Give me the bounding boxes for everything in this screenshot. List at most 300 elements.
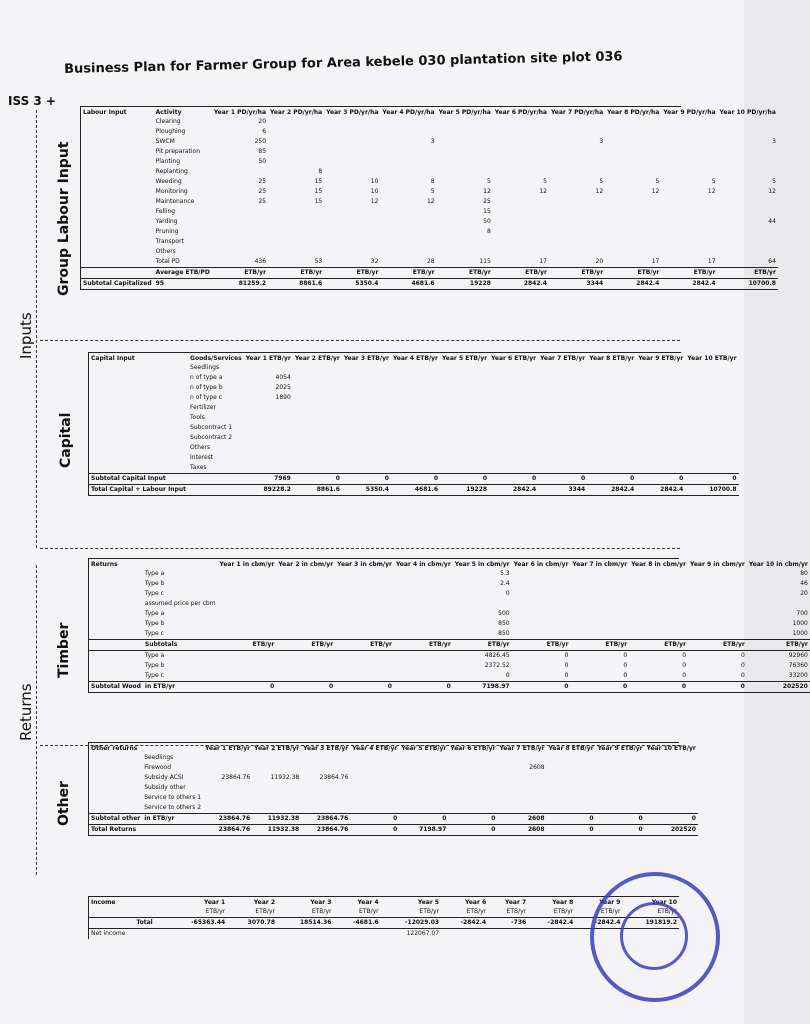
table-cell: 5350.4: [324, 279, 380, 290]
table-cell: [453, 599, 512, 609]
table-cell: 0: [564, 662, 569, 669]
table-cell: [350, 753, 399, 763]
table-cell: 12: [370, 198, 379, 205]
table-cell: [718, 167, 778, 177]
table-cell: 7198.97: [453, 682, 512, 693]
table-cell: [570, 589, 629, 599]
table-cell: [89, 907, 134, 918]
table-cell: 10700.8: [685, 485, 738, 496]
table-cell: 3: [599, 138, 604, 145]
table-cell: [350, 803, 399, 814]
table-cell: [497, 793, 546, 803]
table-cell: 0: [342, 474, 391, 485]
table-cell: Service to others 1: [144, 794, 202, 801]
table-cell: [437, 127, 493, 137]
table-row: [81, 257, 778, 268]
table-cell: Year 3 ETB/yr: [343, 354, 389, 362]
table-cell: [570, 599, 629, 609]
table-cell: 15: [483, 208, 491, 215]
table-cell: ETB/yr: [553, 908, 574, 915]
table-cell: 202520: [747, 682, 810, 693]
table-cell: [493, 217, 549, 227]
table-cell: [645, 753, 698, 763]
table-cell: Year 9 PD/yr/ha: [663, 108, 716, 116]
table-cell: [688, 629, 747, 640]
table-cell: [688, 579, 747, 589]
table-cell: [394, 619, 453, 629]
table-cell: [391, 383, 440, 393]
table-cell: [203, 793, 252, 803]
table-cell: 2842.4: [587, 485, 636, 496]
table-cell: [244, 443, 293, 453]
table-cell: [718, 237, 778, 247]
table-cell: [688, 589, 747, 599]
table-cell: [244, 363, 293, 373]
table-cell: [636, 433, 685, 443]
table-cell: 3344: [538, 485, 587, 496]
table-cell: [636, 453, 685, 463]
table-cell: 2608: [497, 814, 546, 825]
table-cell: [493, 237, 549, 247]
table-cell: [324, 167, 380, 177]
table-cell: [394, 651, 453, 662]
table-cell: Subcontract 1: [190, 424, 233, 431]
table-cell: Transport: [155, 238, 184, 245]
table-cell: 0: [350, 814, 399, 825]
table-cell: [218, 609, 277, 619]
table-cell: 18514.36: [277, 918, 333, 929]
timber-label: Timber: [56, 622, 72, 678]
table-cell: [549, 197, 605, 207]
labour-table: [81, 107, 778, 290]
table-cell: 2608: [529, 764, 545, 771]
table-cell: 19228: [440, 485, 489, 496]
table-cell: 191819.2: [622, 918, 679, 929]
table-cell: [134, 907, 166, 918]
table-cell: [489, 453, 538, 463]
table-cell: Year 5 in cbm/yr: [454, 560, 510, 568]
table-cell: [394, 609, 453, 619]
table-cell: [212, 247, 268, 257]
table-cell: [89, 433, 188, 443]
table-cell: Year 4 ETB/yr: [392, 354, 439, 362]
table-cell: [661, 197, 717, 207]
table-cell: [391, 373, 440, 383]
table-cell: [448, 793, 497, 803]
table-cell: [538, 393, 587, 403]
table-cell: [629, 589, 688, 599]
table-cell: [301, 753, 350, 763]
table-cell: [636, 463, 685, 474]
table-cell: [335, 609, 394, 619]
table-cell: 3: [772, 138, 776, 145]
table-cell: [276, 651, 335, 662]
table-cell: Taxes: [190, 464, 207, 471]
table-cell: 0: [587, 474, 636, 485]
table-cell: [448, 783, 497, 793]
table-cell: Year 7: [505, 898, 527, 906]
table-cell: 23864.76: [301, 814, 350, 825]
table-cell: Year 10 PD/yr/ha: [719, 108, 776, 116]
table-cell: 1890: [275, 394, 291, 401]
table-cell: Capital Input: [91, 354, 135, 362]
table-cell: Year 3: [310, 898, 332, 906]
table-cell: [605, 137, 661, 147]
table-cell: ETB/yr: [549, 268, 605, 279]
table-cell: [380, 117, 436, 127]
header-row: [89, 559, 810, 569]
table-cell: 0: [564, 672, 569, 679]
table-cell: Year 3 in cbm/yr: [337, 560, 392, 568]
table-cell: [218, 589, 277, 599]
table-cell: 12: [707, 188, 716, 195]
table-cell: ETB/yr: [380, 268, 436, 279]
table-cell: Weeding: [155, 178, 182, 185]
table-cell: 5: [430, 188, 435, 195]
table-row: [81, 177, 778, 187]
table-cell: Year 2 PD/yr/ha: [270, 108, 323, 116]
table-cell: [335, 569, 394, 579]
table-cell: Clearing: [155, 118, 181, 125]
table-cell: [661, 237, 717, 247]
table-cell: 115: [479, 258, 491, 265]
table-cell: [252, 783, 301, 793]
table-cell: [587, 383, 636, 393]
table-cell: [342, 403, 391, 413]
table-cell: [324, 147, 380, 157]
table-cell: 23864.76: [301, 825, 350, 836]
table-row: [89, 423, 739, 433]
table-cell: Ploughing: [155, 128, 186, 135]
table-cell: [538, 423, 587, 433]
table-row: [81, 227, 778, 237]
table-cell: Year 1: [204, 898, 226, 906]
table-cell: [380, 207, 436, 217]
table-cell: [89, 651, 143, 662]
table-cell: Total: [134, 918, 166, 929]
table-cell: [605, 147, 661, 157]
table-cell: 0: [391, 474, 440, 485]
table-cell: [440, 363, 489, 373]
table-cell: Seedlings: [144, 754, 174, 761]
table-cell: [489, 373, 538, 383]
table-cell: [538, 363, 587, 373]
table-cell: ETB/yr: [747, 640, 810, 651]
table-cell: 2.4: [500, 580, 510, 587]
table-cell: 15: [314, 188, 323, 195]
table-cell: [293, 363, 342, 373]
table-cell: [718, 147, 778, 157]
table-cell: [342, 443, 391, 453]
table-cell: [493, 197, 549, 207]
table-cell: 5: [543, 178, 547, 185]
table-cell: 2842.4: [636, 485, 685, 496]
table-cell: [538, 413, 587, 423]
table-cell: [276, 661, 335, 671]
table-cell: [747, 599, 810, 609]
table-cell: [218, 579, 277, 589]
table-cell: 0: [596, 814, 645, 825]
table-cell: Year 6 PD/yr/ha: [494, 108, 547, 116]
table-row: [89, 373, 739, 383]
table-cell: Year 2 in cbm/yr: [278, 560, 334, 568]
table-cell: 5: [655, 178, 660, 185]
table-cell: [203, 783, 252, 793]
table-cell: [512, 589, 571, 599]
table-cell: [718, 207, 778, 217]
table-cell: [89, 803, 142, 814]
table-cell: Replanting: [155, 168, 188, 175]
table-cell: Year 2: [253, 898, 275, 906]
table-cell: [301, 793, 350, 803]
capital-section: [88, 352, 737, 496]
table-cell: 33200: [788, 672, 808, 679]
table-row: [89, 443, 739, 453]
table-cell: [489, 443, 538, 453]
table-cell: Type a: [144, 652, 165, 659]
table-cell: [89, 373, 188, 383]
table-cell: 0: [335, 682, 394, 693]
returns-bracket: [36, 565, 37, 875]
table-cell: in ETB/yr: [142, 814, 203, 825]
table-cell: 50: [483, 218, 491, 225]
table-cell: ETB/yr: [359, 908, 379, 915]
table-cell: [493, 127, 549, 137]
table-cell: [549, 247, 605, 257]
table-cell: [335, 671, 394, 682]
document-title: Business Plan for Farmer Group for Area kebele 030 plantation site plot 036: [64, 49, 623, 77]
table-cell: 2025: [275, 384, 291, 391]
returns-label: Returns: [17, 683, 35, 741]
table-cell: 0: [741, 672, 745, 679]
table-cell: 5: [711, 178, 716, 185]
table-cell: Year 10 ETB/yr: [646, 744, 696, 752]
table-cell: [587, 433, 636, 443]
table-cell: [489, 403, 538, 413]
table-row: [89, 463, 739, 474]
table-cell: [688, 619, 747, 629]
header-row: [89, 743, 698, 753]
table-cell: [244, 463, 293, 474]
table-cell: ETB/yr: [437, 268, 493, 279]
table-cell: 0: [570, 682, 629, 693]
table-cell: [489, 383, 538, 393]
table-cell: [293, 393, 342, 403]
table-cell: [134, 897, 166, 907]
table-cell: [268, 227, 324, 237]
table-cell: 0: [596, 825, 645, 836]
table-cell: [685, 373, 738, 383]
table-cell: [587, 453, 636, 463]
table-cell: Year 3 ETB/yr: [303, 744, 349, 752]
table-cell: in ETB/yr: [143, 682, 218, 693]
table-cell: Labour Input: [83, 108, 127, 116]
table-cell: [718, 227, 778, 237]
table-cell: 0: [489, 474, 538, 485]
table-cell: ETB/yr: [661, 268, 717, 279]
table-cell: [549, 117, 605, 127]
table-cell: [268, 237, 324, 247]
table-cell: [142, 743, 203, 753]
table-cell: [244, 423, 293, 433]
table-cell: 2842.4: [493, 279, 549, 290]
table-cell: ETB/yr: [657, 908, 677, 915]
table-cell: [212, 167, 268, 177]
table-cell: [605, 247, 661, 257]
table-cell: [596, 793, 645, 803]
table-cell: [547, 803, 596, 814]
table-cell: [342, 393, 391, 403]
table-cell: [244, 403, 293, 413]
table-cell: [437, 117, 493, 127]
table-cell: [81, 177, 154, 187]
table-cell: [549, 227, 605, 237]
table-cell: 23864.76: [203, 825, 252, 836]
table-cell: Year 1 PD/yr/ha: [213, 108, 267, 116]
table-cell: Year 6 ETB/yr: [450, 744, 496, 752]
other-table: [89, 743, 698, 836]
table-cell: [212, 207, 268, 217]
table-cell: Other returns: [91, 744, 138, 752]
table-cell: [81, 217, 154, 227]
table-cell: [437, 237, 493, 247]
table-cell: [629, 609, 688, 619]
table-cell: [440, 393, 489, 403]
table-cell: [493, 227, 549, 237]
table-cell: [596, 773, 645, 783]
table-cell: 5: [486, 178, 491, 185]
table-cell: [81, 147, 154, 157]
table-cell: [549, 207, 605, 217]
table-cell: Subtotals: [143, 640, 218, 651]
table-cell: [391, 463, 440, 474]
table-cell: ETB/yr: [255, 908, 275, 915]
table-cell: [605, 217, 661, 227]
table-cell: [81, 167, 154, 177]
table-cell: ETB/yr: [718, 268, 778, 279]
table-cell: [587, 443, 636, 453]
table-cell: [252, 753, 301, 763]
table-cell: [538, 453, 587, 463]
table-cell: Year 9 ETB/yr: [638, 354, 684, 362]
table-cell: [549, 217, 605, 227]
header-row: [89, 353, 739, 363]
table-cell: [81, 197, 154, 207]
table-cell: [661, 167, 717, 177]
table-cell: [394, 589, 453, 599]
table-cell: ETB/yr: [466, 908, 487, 915]
table-cell: [218, 651, 277, 662]
table-cell: [661, 127, 717, 137]
table-cell: ETB/yr: [506, 908, 527, 915]
table-cell: [661, 117, 717, 127]
table-cell: 5.3: [500, 570, 510, 577]
table-cell: 3344: [549, 279, 605, 290]
table-cell: [440, 423, 489, 433]
table-cell: [685, 413, 738, 423]
table-cell: [293, 443, 342, 453]
table-cell: [587, 363, 636, 373]
table-cell: 20: [258, 118, 267, 125]
table-cell: 19228: [437, 279, 493, 290]
table-cell: [380, 217, 436, 227]
table-cell: Subtotal Capitalized: [81, 279, 154, 290]
labour-section: [80, 106, 776, 290]
table-cell: Monitoring: [155, 188, 188, 195]
table-row: [81, 237, 778, 247]
table-cell: [391, 393, 440, 403]
table-cell: [203, 763, 252, 773]
table-cell: [538, 403, 587, 413]
table-cell: Service to others 2: [144, 804, 202, 811]
table-cell: [493, 117, 549, 127]
table-cell: [437, 157, 493, 167]
table-cell: ETB/yr: [605, 268, 661, 279]
table-cell: [605, 157, 661, 167]
table-cell: 0: [629, 682, 688, 693]
table-cell: [629, 619, 688, 629]
table-cell: [547, 783, 596, 793]
table-cell: [685, 393, 738, 403]
table-cell: [218, 629, 277, 640]
table-row: [81, 187, 778, 197]
table-cell: [394, 579, 453, 589]
table-cell: [570, 569, 629, 579]
table-cell: Year 5: [417, 898, 440, 906]
table-cell: [203, 803, 252, 814]
table-cell: [497, 753, 546, 763]
table-cell: 25: [258, 198, 267, 205]
table-cell: Year 9: [599, 898, 621, 906]
table-cell: Year 1 ETB/yr: [205, 744, 251, 752]
table-cell: Year 4 PD/yr/ha: [382, 108, 435, 116]
table-cell: [538, 463, 587, 474]
table-cell: [688, 569, 747, 579]
table-cell: 12: [768, 188, 776, 195]
table-cell: 25: [483, 198, 491, 205]
table-cell: [489, 363, 538, 373]
other-section: [88, 742, 696, 836]
timber-table: [89, 559, 810, 693]
table-cell: 0: [547, 814, 596, 825]
table-cell: Interest: [190, 454, 214, 461]
table-cell: 0: [688, 682, 747, 693]
table-row: [89, 803, 698, 814]
table-cell: [391, 363, 440, 373]
table-cell: [244, 453, 293, 463]
table-cell: [380, 237, 436, 247]
table-cell: [276, 589, 335, 599]
table-cell: [489, 423, 538, 433]
table-row: [89, 671, 810, 682]
table-cell: 0: [682, 662, 687, 669]
table-cell: 2842.4: [661, 279, 717, 290]
subtotal-row: [89, 814, 698, 825]
table-cell: 12: [483, 188, 491, 195]
table-row: [89, 383, 739, 393]
table-cell: Year 7 ETB/yr: [499, 744, 545, 752]
table-cell: [89, 609, 143, 619]
table-row: [89, 753, 698, 763]
table-row: [89, 363, 739, 373]
table-cell: n of type c: [190, 394, 223, 401]
table-cell: [89, 793, 142, 803]
table-cell: [380, 127, 436, 137]
table-cell: [380, 157, 436, 167]
table-cell: [685, 363, 738, 373]
table-cell: [342, 423, 391, 433]
table-cell: [636, 403, 685, 413]
